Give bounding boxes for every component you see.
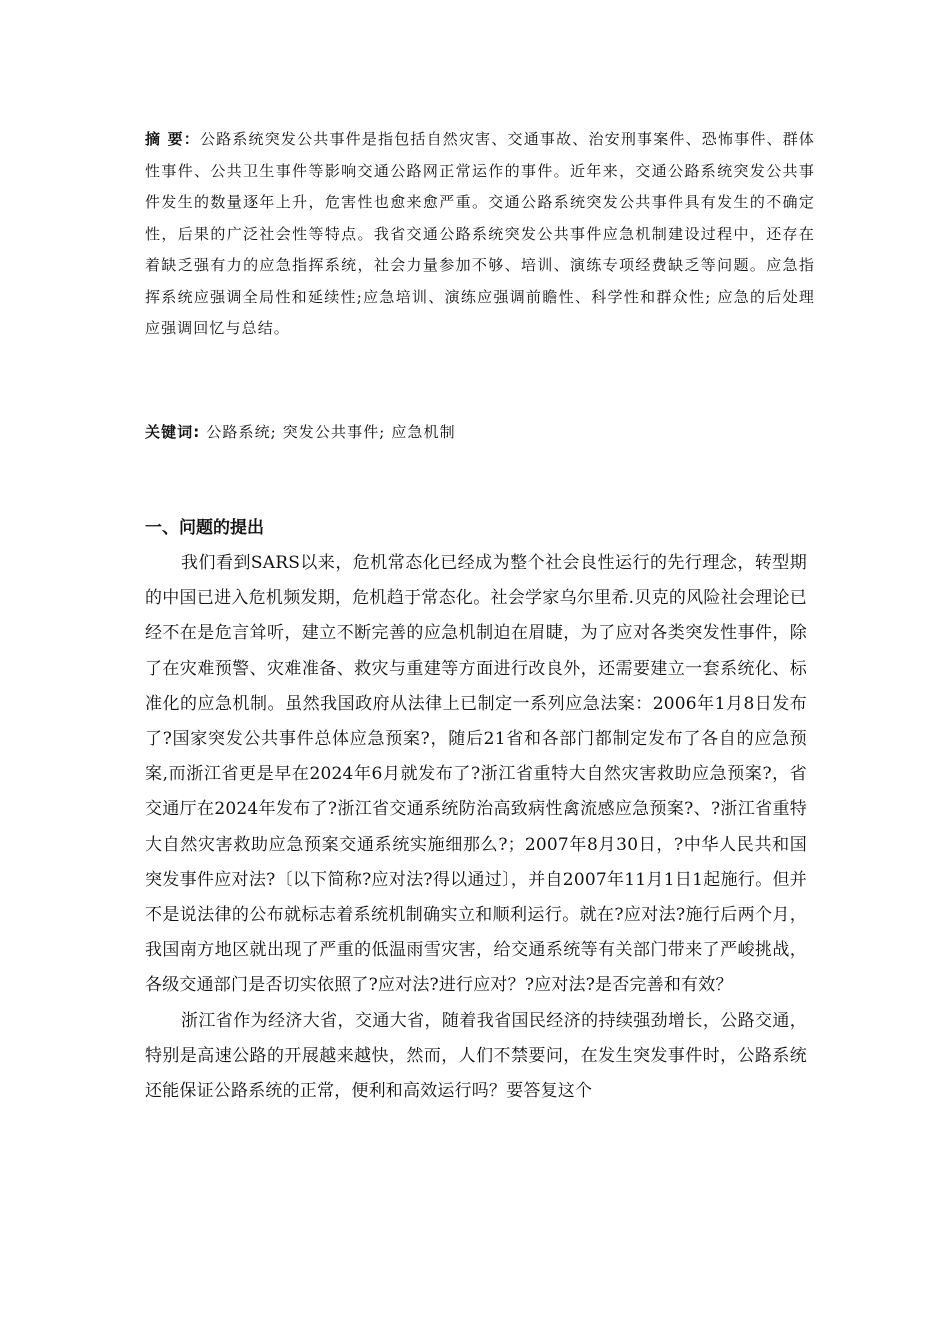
keywords-text: 公路系统; 突发公共事件; 应急机制 — [200, 423, 456, 441]
keywords-label: 关键词: — [145, 423, 201, 441]
section-heading: 一、问题的提出 — [145, 518, 264, 538]
abstract-text: 公路系统突发公共事件是指包括自然灾害、交通事故、治安刑事案件、恐怖事件、群体性事件、公共卫生事件等影响交通公路网正常运作的事件。近年来，交通公路系统突发公共事件发生的数量逐年上升，危害性也愈来愈严重。交通公路系统突发公共事件具有发生的不确定性，后果的广泛社会性等特点。我省交通公路系统突发公共事件应急机制建设过程中，还存在着缺乏强有力的应急指挥系统，社会力量参加不够、培训、演练专项经费缺乏等问题。应急指挥系统应强调全局性和延续性;应急培训、演练应强调前瞻性、科学性和群众性; 应急的后处理应强调回忆与总结。 — [145, 130, 816, 337]
abstract-label: 摘 要： — [145, 130, 200, 148]
abstract — [145, 124, 815, 345]
section-body — [145, 546, 807, 1109]
body-paragraph: 我们看到SARS以来，危机常态化已经成为整个社会良性运行的先行理念，转型期的中国已进入危机频发期，危机趋于常态化。社会学家乌尔里希.贝克的风险社会理论已经不在是危言耸听，建立不断完善的应急机制迫在眉睫，为了应对各类突发性事件，除了在灾难预警、灾难准备、救灾与重建等方面进行改良外，还需要建立一套系统化、标准化的应急机制。虽然我国政府从法律上已制定一系列应急法案：2006年1月8日发布了?国家突发公共事件总体应急预案?，随后21省和各部门都制定发布了各自的应急预案,而浙江省更是早在2024年6月就发布了?浙江省重特大自然灾害救助应急预案?，省交通厅在2024年发布了?浙江省交通系统防治高致病性禽流感应急预案?、?浙江省重特大自然灾害救助应急预案交通系统实施细那么?；2007年8月30日，?中华人民共和国突发事件应对法?〔以下简称?应对法?得以通过〕，并自2007年11月1日1起施行。但并不是说法律的公布就标志着系统机制确实立和顺利运行。就在?应对法?施行后两个月，我国南方地区就出现了严重的低温雨雪灾害，给交通系统等有关部门带来了严峻挑战，各级交通部门是否切实依照了?应对法?进行应对？?应对法?是否完善和有效？ — [145, 553, 807, 996]
keywords — [145, 418, 815, 446]
body-paragraph: 浙江省作为经济大省，交通大省，随着我省国民经济的持续强劲增长，公路交通，特别是高速公路的开展越来越快，然而，人们不禁要问，在发生突发事件时，公路系统还能保证公路系统的正常，便利和高效运行吗？要答复这个 — [145, 1010, 807, 1102]
